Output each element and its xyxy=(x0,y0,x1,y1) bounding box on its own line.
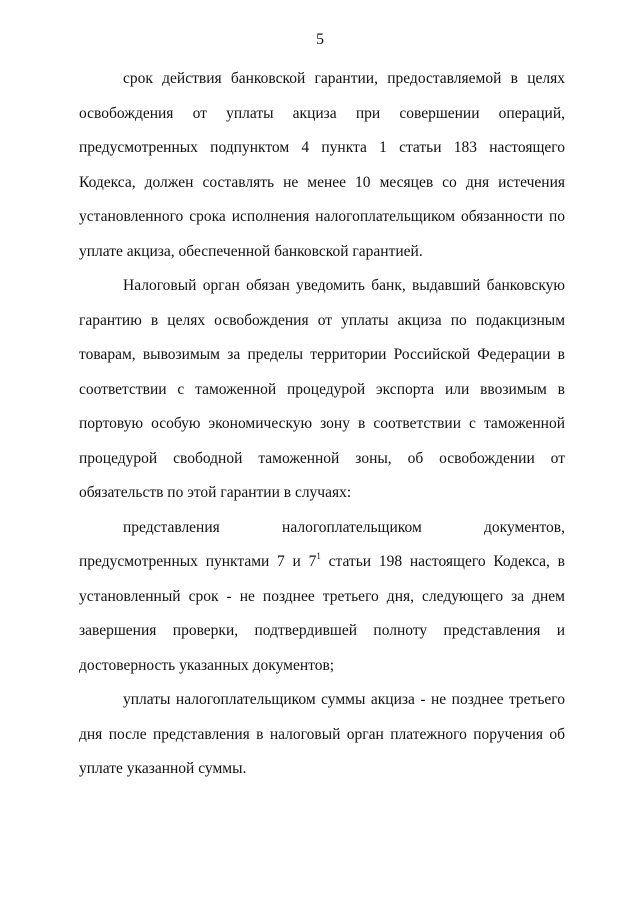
paragraph-bank-guarantee-term: срок действия банковской гарантии, предоставляемой в целях освобождения от уплаты акциза при совершении операций, предусмотренных подпунктом 4 пункта 1 статьи 183 настоящего Кодекса, должен составлять не менее 10 месяцев со дня истечения установленного срока исполнения налогоплательщиком обязанности по уплате акциза, обеспеченной банковской гарантией. xyxy=(79,70,565,260)
paragraph-documents-case xyxy=(79,511,565,684)
paragraph-documents-text-after: статьи 198 настоящего Кодекса, в установленный срок - не позднее третьего дня, следующего за днем завершения проверки, подтвердившей полноту представления и достоверность указанных документов; xyxy=(79,553,566,674)
paragraph-tax-authority-obligation: Налоговый орган обязан уведомить банк, выдавший банковскую гарантию в целях освобождения от уплаты акциза по подакцизным товарам, вывозимым за пределы территории Российской Федерации в соответствии с таможенной процедурой экспорта или ввозимым в портовую особую экономическую зону в соответствии с таможенной процедурой свободной таможенной зоны, об освобождении от обязательств по этой гарантии в случаях: xyxy=(79,277,565,501)
paragraph-documents-text-before: представления налогоплательщиком документов, предусмотренных пунктами 7 и 7 xyxy=(79,518,565,570)
page-number: 5 xyxy=(316,31,324,48)
superscript-mark: 1 xyxy=(316,551,321,561)
document-body xyxy=(79,62,565,787)
paragraph-payment-case: уплаты налогоплательщиком суммы акциза - не позднее третьего дня после представления в налоговый орган платежного поручения об уплате указанной суммы. xyxy=(79,691,565,777)
